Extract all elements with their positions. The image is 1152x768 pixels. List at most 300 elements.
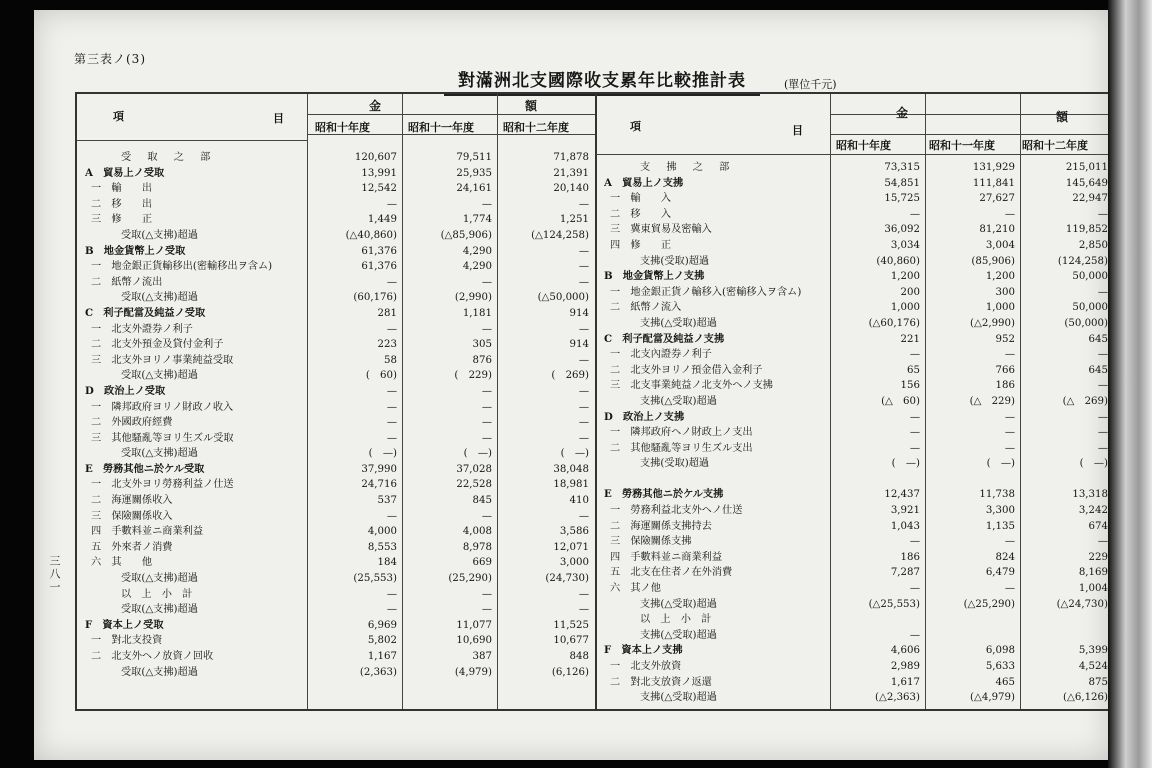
amount-cell: 5,399: [1078, 645, 1108, 657]
row-label: 受取(△支拂)超過: [121, 573, 198, 585]
page-title: 對滿洲北支國際收支累年比較推計表: [444, 66, 760, 96]
amount-cell: (△24,730): [1056, 598, 1108, 610]
row-label: 二 北支外預金及貸付金利子: [91, 339, 224, 351]
amount-header-left: 金: [369, 99, 382, 113]
amount-cell: 914: [569, 339, 589, 351]
amount-cell: 10,677: [553, 635, 589, 647]
row-label: 一 對北支投資: [91, 635, 163, 647]
year-header: 昭和十一年度: [929, 139, 995, 152]
amount-cell: (25,290): [448, 573, 492, 585]
amount-cell: ( —): [560, 448, 589, 460]
table-row: [596, 534, 1109, 550]
amount-cell: —: [909, 442, 920, 454]
amount-cell: —: [578, 198, 589, 210]
amount-cell: —: [578, 604, 589, 616]
amount-cell: —: [1004, 583, 1015, 595]
amount-cell: —: [578, 354, 589, 366]
amount-cell: (25,553): [353, 573, 397, 585]
table-row: [77, 618, 595, 634]
table-row: [77, 322, 595, 338]
amount-cell: —: [1097, 286, 1108, 298]
amount-cell: 37,028: [456, 463, 492, 475]
row-label: 受取(△支拂)超過: [121, 448, 198, 460]
amount-cell: 111,841: [972, 177, 1015, 189]
table-row: [77, 649, 595, 665]
row-label: F 資本上ノ受取: [85, 618, 164, 631]
amount-cell: 200: [900, 286, 920, 298]
amount-cell: 73,315: [884, 162, 920, 173]
table-row: [77, 368, 595, 384]
table-row: [596, 238, 1109, 254]
table-row: [77, 384, 595, 400]
amount-cell: 1,043: [890, 520, 920, 532]
amount-cell: 1,000: [890, 302, 920, 314]
amount-cell: 8,169: [1078, 567, 1108, 579]
amount-cell: —: [578, 588, 589, 600]
row-label: 一 隣邦政府ヨリノ財政ノ收入: [91, 401, 234, 413]
amount-cell: —: [1097, 380, 1108, 392]
amount-cell: —: [386, 401, 397, 413]
unit-note: (單位千元): [784, 78, 837, 91]
amount-cell: ( 229): [454, 370, 492, 382]
amount-cell: 186: [995, 380, 1015, 392]
amount-cell: —: [481, 198, 492, 210]
row-label: 二 北支外ヘノ放資ノ回收: [91, 651, 214, 662]
row-label: 二 海運關係收入: [91, 495, 173, 507]
amount-header-left: 金: [896, 106, 909, 120]
amount-cell: —: [578, 323, 589, 335]
table-row: [77, 400, 595, 416]
row-label: F 資本上ノ支拂: [604, 644, 683, 657]
amount-cell: 156: [900, 380, 920, 392]
row-label: 一 北支內證券ノ利子: [610, 349, 712, 361]
amount-cell: 1,135: [985, 520, 1015, 532]
amount-cell: 37,990: [361, 463, 397, 475]
amount-cell: 24,161: [456, 183, 492, 195]
table-row: [77, 602, 595, 618]
table-row: [77, 509, 595, 525]
amount-cell: 3,004: [985, 239, 1015, 251]
table-label: 第三表ノ(3): [74, 52, 146, 66]
table-row: [77, 275, 595, 291]
scanned-page: [34, 10, 1109, 760]
table-row: [596, 441, 1109, 457]
table-row: [596, 487, 1109, 503]
amount-cell: —: [386, 432, 397, 444]
amount-cell: —: [386, 198, 397, 210]
table-row: [596, 425, 1109, 441]
row-label: 支拂(△受取)超過: [640, 395, 717, 407]
amount-cell: —: [1097, 442, 1108, 454]
amount-cell: 54,851: [884, 177, 920, 189]
table-row: [596, 550, 1109, 566]
amount-cell: ( —): [463, 448, 492, 460]
amount-cell: 61,376: [361, 261, 397, 273]
amount-cell: 223: [377, 339, 397, 351]
amount-cell: 2,989: [890, 661, 920, 672]
row-label: 二 海運關係支拂持去: [610, 520, 712, 532]
amount-cell: 6,098: [985, 645, 1015, 657]
row-label: 一 地金銀正貨ノ輸移入(密輸移入ヲ含ム): [610, 286, 802, 298]
table-row: [77, 212, 595, 228]
row-label: 一 北支外證券ノ利子: [91, 323, 193, 335]
amount-cell: 8,978: [462, 541, 492, 553]
amount-cell: (24,730): [545, 573, 589, 585]
table-row: [77, 290, 595, 306]
amount-cell: 1,774: [462, 214, 492, 226]
amount-cell: 22,528: [456, 479, 492, 491]
amount-cell: 1,004: [1078, 583, 1108, 595]
row-label: 受 取 之 部: [121, 152, 214, 163]
amount-cell: 71,878: [553, 152, 589, 163]
row-label: 一 北支外放資: [610, 661, 682, 672]
amount-cell: —: [1097, 208, 1108, 220]
row-label: 支拂(受取)超過: [640, 255, 710, 267]
row-label: D 政治上ノ支拂: [604, 410, 685, 423]
amount-cell: 184: [377, 557, 397, 569]
payments-section: [596, 94, 1109, 709]
amount-cell: —: [481, 604, 492, 616]
row-label: 受取(△支拂)超過: [121, 604, 198, 616]
amount-cell: —: [1004, 536, 1015, 548]
amount-cell: —: [578, 401, 589, 413]
amount-cell: —: [909, 427, 920, 439]
amount-cell: (△ 60): [881, 395, 920, 407]
amount-cell: 4,290: [462, 261, 492, 273]
table-row: [77, 166, 595, 182]
amount-cell: 186: [900, 551, 920, 563]
amount-cell: (△6,126): [1063, 692, 1108, 704]
amount-cell: (4,979): [454, 666, 492, 678]
row-label: 三 其他騷亂等ヨリ生ズル受取: [91, 432, 234, 444]
amount-cell: ( —): [891, 458, 920, 470]
amount-cell: (2,363): [359, 666, 397, 678]
table-row: [77, 665, 595, 681]
amount-cell: 25,935: [456, 167, 492, 179]
table-row: [77, 493, 595, 509]
table-row: [77, 477, 595, 493]
table-row: [596, 222, 1109, 238]
amount-cell: —: [578, 510, 589, 522]
amount-cell: —: [1097, 536, 1108, 548]
table-row: [77, 415, 595, 431]
item-header-right: 目: [273, 112, 284, 125]
year-header: 昭和十二年度: [1022, 139, 1088, 152]
row-label: E 勞務其他ニ於ケル受取: [85, 462, 205, 475]
page-number: 三八一: [48, 555, 61, 594]
table-row: [77, 306, 595, 322]
row-label: 四 修 正: [610, 239, 672, 251]
amount-cell: —: [909, 536, 920, 548]
row-label: 三 保險關係收入: [91, 510, 173, 522]
table-row: [596, 378, 1109, 394]
amount-cell: —: [1097, 427, 1108, 439]
amount-cell: 50,000: [1072, 271, 1108, 283]
payments-rows: [596, 160, 1109, 706]
amount-cell: —: [909, 629, 920, 641]
amount-cell: 215,011: [1065, 162, 1108, 173]
amount-cell: 387: [472, 651, 492, 662]
row-label: 三 保險關係支拂: [610, 536, 692, 548]
row-label: 支拂(△受取)超過: [640, 317, 717, 329]
amount-cell: 952: [995, 333, 1015, 345]
amount-cell: (△50,000): [537, 292, 589, 304]
amount-cell: —: [578, 276, 589, 288]
amount-cell: 875: [1088, 676, 1108, 688]
table-row: [77, 353, 595, 369]
amount-cell: 4,524: [1078, 661, 1108, 672]
amount-cell: 824: [995, 551, 1015, 563]
amount-cell: 21,391: [553, 167, 589, 179]
table-row: [596, 207, 1109, 223]
amount-cell: 12,437: [884, 489, 920, 501]
amount-cell: —: [386, 385, 397, 397]
amount-cell: 15,725: [884, 193, 920, 205]
amount-cell: 4,606: [890, 645, 920, 657]
row-label: 二 其他騷亂等ヨリ生ズル支出: [610, 442, 753, 454]
row-label: 二 紙幣ノ流出: [91, 276, 163, 288]
table-row: [596, 254, 1109, 270]
item-header-left: 項: [113, 110, 124, 123]
row-label: 二 外國政府經費: [91, 417, 173, 429]
amount-cell: 58: [384, 354, 397, 366]
amount-cell: —: [1004, 442, 1015, 454]
amount-cell: 3,921: [890, 505, 920, 517]
amount-cell: (△85,906): [440, 229, 492, 241]
row-label: C 利子配當及純益ノ支拂: [604, 332, 725, 345]
ledger-table: [75, 92, 1109, 711]
amount-cell: (6,126): [551, 666, 589, 678]
amount-cell: 1,181: [462, 307, 492, 319]
row-label: 支拂(△受取)超過: [640, 629, 717, 641]
table-row: [77, 431, 595, 447]
table-row: [596, 597, 1109, 613]
amount-cell: 11,525: [553, 619, 589, 631]
amount-cell: (40,860): [876, 255, 920, 267]
amount-cell: (△40,860): [345, 229, 397, 241]
amount-cell: (△ 229): [969, 395, 1015, 407]
amount-cell: 300: [995, 286, 1015, 298]
amount-cell: —: [578, 261, 589, 273]
amount-cell: —: [578, 245, 589, 257]
amount-cell: 12,071: [553, 541, 589, 553]
amount-cell: —: [386, 588, 397, 600]
table-row: [596, 675, 1109, 691]
table-row: [596, 363, 1109, 379]
row-label: A 貿易上ノ受取: [85, 166, 165, 179]
row-label: 以 上 小 計: [640, 614, 712, 626]
amount-cell: (△ 269): [1062, 395, 1108, 407]
amount-cell: —: [1004, 427, 1015, 439]
amount-cell: 3,586: [559, 526, 589, 538]
row-label: 受取(△支拂)超過: [121, 370, 198, 382]
year-header: 昭和十年度: [315, 121, 370, 134]
amount-cell: 229: [1088, 551, 1108, 563]
row-label: 六 其ノ他: [610, 583, 661, 595]
amount-cell: —: [481, 417, 492, 429]
table-row: [77, 555, 595, 571]
amount-cell: 24,716: [361, 479, 397, 491]
table-row: [77, 446, 595, 462]
table-row: [596, 300, 1109, 316]
table-row: [596, 503, 1109, 519]
table-row: [596, 332, 1109, 348]
amount-cell: (85,906): [971, 255, 1015, 267]
row-label: B 地金貨幣上ノ受取: [85, 244, 186, 257]
amount-cell: —: [1097, 349, 1108, 361]
amount-cell: 221: [900, 333, 920, 345]
amount-cell: 79,511: [456, 152, 492, 163]
table-row: [596, 269, 1109, 285]
row-label: D 政治上ノ受取: [85, 384, 166, 397]
amount-cell: 645: [1088, 333, 1108, 345]
amount-cell: 81,210: [979, 224, 1015, 236]
amount-cell: 876: [472, 354, 492, 366]
amount-cell: —: [386, 417, 397, 429]
amount-cell: 13,318: [1072, 489, 1108, 501]
amount-cell: —: [1004, 208, 1015, 220]
amount-cell: —: [578, 417, 589, 429]
amount-cell: 36,092: [884, 224, 920, 236]
row-label: 三 冀東貿易及密輸入: [610, 224, 712, 236]
table-row: [596, 690, 1109, 706]
amount-cell: 38,048: [553, 463, 589, 475]
row-label: 支拂(△受取)超過: [640, 692, 717, 704]
row-label: 支 拂 之 部: [640, 162, 733, 173]
amount-cell: 1,617: [890, 676, 920, 688]
amount-cell: —: [481, 276, 492, 288]
row-label: 二 移 出: [91, 198, 153, 210]
amount-cell: (△2,990): [970, 317, 1015, 329]
table-row: [596, 191, 1109, 207]
amount-cell: (△124,258): [531, 229, 589, 241]
row-label: 四 手數料並ニ商業利益: [91, 526, 204, 538]
row-label: 五 北支在住者ノ在外消費: [610, 567, 733, 579]
amount-cell: 6,479: [985, 567, 1015, 579]
row-label: C 利子配當及純益ノ受取: [85, 306, 206, 319]
table-row: [77, 244, 595, 260]
amount-cell: (50,000): [1064, 317, 1108, 329]
amount-cell: (△25,290): [963, 598, 1015, 610]
amount-cell: —: [386, 604, 397, 616]
amount-cell: ( —): [368, 448, 397, 460]
amount-cell: (60,176): [353, 292, 397, 304]
amount-cell: 3,242: [1078, 505, 1108, 517]
amount-cell: —: [481, 323, 492, 335]
amount-cell: 4,008: [462, 526, 492, 538]
table-row: [596, 628, 1109, 644]
amount-cell: 305: [472, 339, 492, 351]
amount-cell: 131,929: [972, 162, 1015, 173]
table-row: [596, 659, 1109, 675]
amount-cell: 12,542: [361, 183, 397, 195]
amount-cell: 145,649: [1065, 177, 1108, 189]
row-label: 以 上 小 計: [121, 588, 193, 600]
row-label: 二 對北支放資ノ返還: [610, 676, 712, 688]
amount-cell: 65: [907, 364, 920, 376]
table-row: [596, 160, 1109, 176]
table-row: [77, 540, 595, 556]
amount-header-right: 額: [1056, 110, 1069, 124]
amount-cell: —: [386, 510, 397, 522]
amount-cell: ( —): [986, 458, 1015, 470]
year-header: 昭和十二年度: [503, 121, 569, 134]
amount-cell: 7,287: [890, 567, 920, 579]
row-label: 二 紙幣ノ流入: [610, 302, 682, 314]
amount-cell: 3,000: [559, 557, 589, 569]
row-label: 三 北支外ヨリノ事業純益受取: [91, 354, 234, 366]
row-label: 二 北支外ヨリノ預金借入金利子: [610, 364, 763, 376]
amount-cell: 13,991: [361, 167, 397, 179]
amount-cell: 674: [1088, 520, 1108, 532]
amount-cell: 3,300: [985, 505, 1015, 517]
amount-cell: 61,376: [361, 245, 397, 257]
amount-cell: 6,969: [367, 619, 397, 631]
amount-cell: 5,633: [985, 661, 1015, 672]
row-label: 一 北支外ヨリ勞務利益ノ仕送: [91, 479, 234, 491]
table-row: [77, 337, 595, 353]
table-row: [596, 612, 1109, 628]
row-label: 受取(△支拂)超過: [121, 229, 198, 241]
amount-cell: —: [481, 401, 492, 413]
amount-cell: 1,167: [367, 651, 397, 662]
amount-cell: ( 269): [551, 370, 589, 382]
amount-cell: 27,627: [979, 193, 1015, 205]
scan-edge: [1108, 0, 1152, 768]
row-label: 支拂(△受取)超過: [640, 598, 717, 610]
amount-cell: —: [481, 432, 492, 444]
table-row: [596, 176, 1109, 192]
amount-cell: 914: [569, 307, 589, 319]
amount-cell: —: [1097, 411, 1108, 423]
amount-cell: —: [578, 385, 589, 397]
amount-cell: —: [1004, 411, 1015, 423]
amount-cell: 119,852: [1065, 224, 1108, 236]
amount-cell: 845: [472, 495, 492, 507]
amount-cell: 3,034: [890, 239, 920, 251]
table-row: [596, 347, 1109, 363]
amount-header-right: 額: [525, 99, 538, 113]
amount-cell: 1,200: [890, 271, 920, 283]
amount-cell: (△60,176): [868, 317, 920, 329]
table-row: [596, 285, 1109, 301]
table-row: [596, 456, 1109, 472]
amount-cell: 10,690: [456, 635, 492, 647]
amount-cell: —: [481, 510, 492, 522]
amount-cell: 537: [377, 495, 397, 507]
amount-cell: —: [578, 432, 589, 444]
year-header: 昭和十一年度: [408, 121, 474, 134]
table-row: [77, 150, 595, 166]
row-label: 六 其 他: [91, 557, 153, 569]
amount-cell: 465: [995, 676, 1015, 688]
amount-cell: 1,251: [559, 214, 589, 226]
table-row: [596, 394, 1109, 410]
row-label: 受取(△支拂)超過: [121, 666, 198, 678]
amount-cell: 4,000: [367, 526, 397, 538]
amount-cell: —: [386, 323, 397, 335]
row-label: 三 北支事業純益ノ北支外ヘノ支拂: [610, 380, 773, 392]
amount-cell: 669: [472, 557, 492, 569]
amount-cell: —: [909, 411, 920, 423]
amount-cell: —: [481, 385, 492, 397]
amount-cell: —: [481, 588, 492, 600]
table-row: [77, 587, 595, 603]
table-row: [77, 524, 595, 540]
amount-cell: 50,000: [1072, 302, 1108, 314]
amount-cell: 8,553: [367, 541, 397, 553]
table-row: [596, 316, 1109, 332]
